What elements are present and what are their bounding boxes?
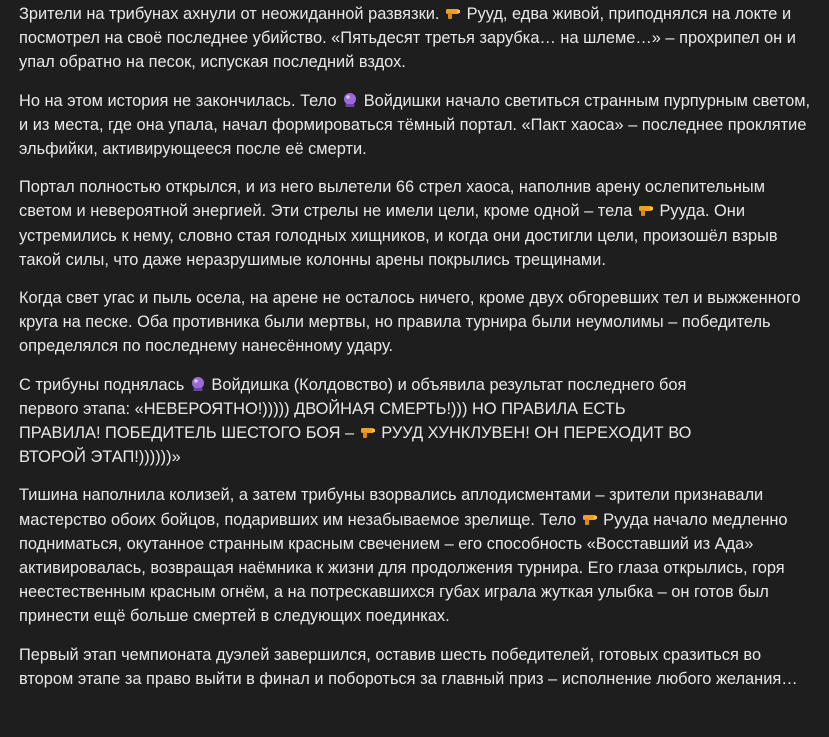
paragraph-6-text-b: Рууда начало медленно подниматься, окутанное странным красным свечением – его способность «Восставший из Ада» активировалась, возвращая наёмника к жизни для продолжения турнира. Его глаза открылись, горя неестественным красным огнём, а на потрескавшихся губах играла жуткая улыбка – он готов был принести ещё больше смертей в следующих поединках. <box>19 510 788 626</box>
paragraph-4 <box>19 286 819 359</box>
paragraph-5 <box>19 373 699 470</box>
paragraph-1-text-a: Зрители на трибунах ахнули от неожиданной развязки. <box>19 5 445 23</box>
paragraph-6 <box>19 483 819 628</box>
paragraph-3 <box>19 175 819 272</box>
story-text <box>19 0 819 705</box>
paragraph-5-text-b: Войдишка (Колдовство) и объявила результат последнего боя первого этапа: «НЕВЕРОЯТНО!))))) ДВОЙНАЯ СМЕРТЬ!))) НО ПРАВИЛА ЕСТЬ ПРАВИЛА! ПОБЕДИТЕЛЬ ШЕСТОГО БОЯ – <box>19 375 687 443</box>
paragraph-2 <box>19 89 819 162</box>
paragraph-1-text-b: Рууд, едва живой, приподнялся на локте и посмотрел на своё последнее убийство. «Пятьдесят третья зарубка… на шлеме…» – прохрипел он и упал обратно на песок, испуская последний вздох. <box>19 5 796 72</box>
paragraph-3-text-a: Портал полностью открылся, и из него вылетели 66 стрел хаоса, наполнив арену ослепительным светом и невероятной энергией. Эти стрелы не имели цели, кроме одной – тела <box>19 178 765 221</box>
paragraph-4-text-a: Когда свет угас и пыль осела, на арене не осталось ничего, кроме двух обгоревших тел и выжженного круга на песке. Оба противника были мертвы, но правила турнира были неумолимы – победитель определялся по последнему нанесённому удару. <box>19 289 801 356</box>
crystal-ball-icon <box>190 376 206 392</box>
paragraph-7-text-a: Первый этап чемпионата дуэлей завершился, оставив шесть победителей, готовых сразиться во втором этапе за право выйти в финал и побороться за главный приз – исполнение любого желания… <box>19 645 798 688</box>
paragraph-3-text-b: Рууда. Они устремились к нему, словно стая голодных хищников, и когда они достигли цели, произошёл взрыв такой силы, что даже неразрушимые колонны арены покрылись трещинами. <box>19 202 778 269</box>
paragraph-5-text-a: С трибуны поднялась <box>19 375 189 394</box>
paragraph-2-text-a: Но на этом история не закончилась. Тело <box>19 91 342 110</box>
paragraph-6-text-a: Тишина наполнила колизей, а затем трибуны взорвались аплодисментами – зрители признавали мастерство обоих бойцов, подаривших им незабываемое зрелище. Тело <box>19 486 764 529</box>
water-pistol-icon <box>360 424 376 440</box>
crystal-ball-icon <box>342 92 358 108</box>
water-pistol-icon <box>445 5 461 21</box>
paragraph-2-text-b: Войдишки начало светиться странным пурпурным светом, и из места, где она упала, начал формироваться тёмный портал. «Пакт хаоса» – последнее проклятие эльфийки, активирующееся после её смерти. <box>19 91 811 159</box>
water-pistol-icon <box>638 202 654 218</box>
paragraph-1 <box>19 2 819 75</box>
paragraph-7 <box>19 643 819 691</box>
water-pistol-icon <box>582 511 598 527</box>
paragraph-5-text-c: РУУД ХУНКЛУВЕН! ОН ПЕРЕХОДИТ ВО ВТОРОЙ ЭТАП!))))))» <box>19 424 692 467</box>
